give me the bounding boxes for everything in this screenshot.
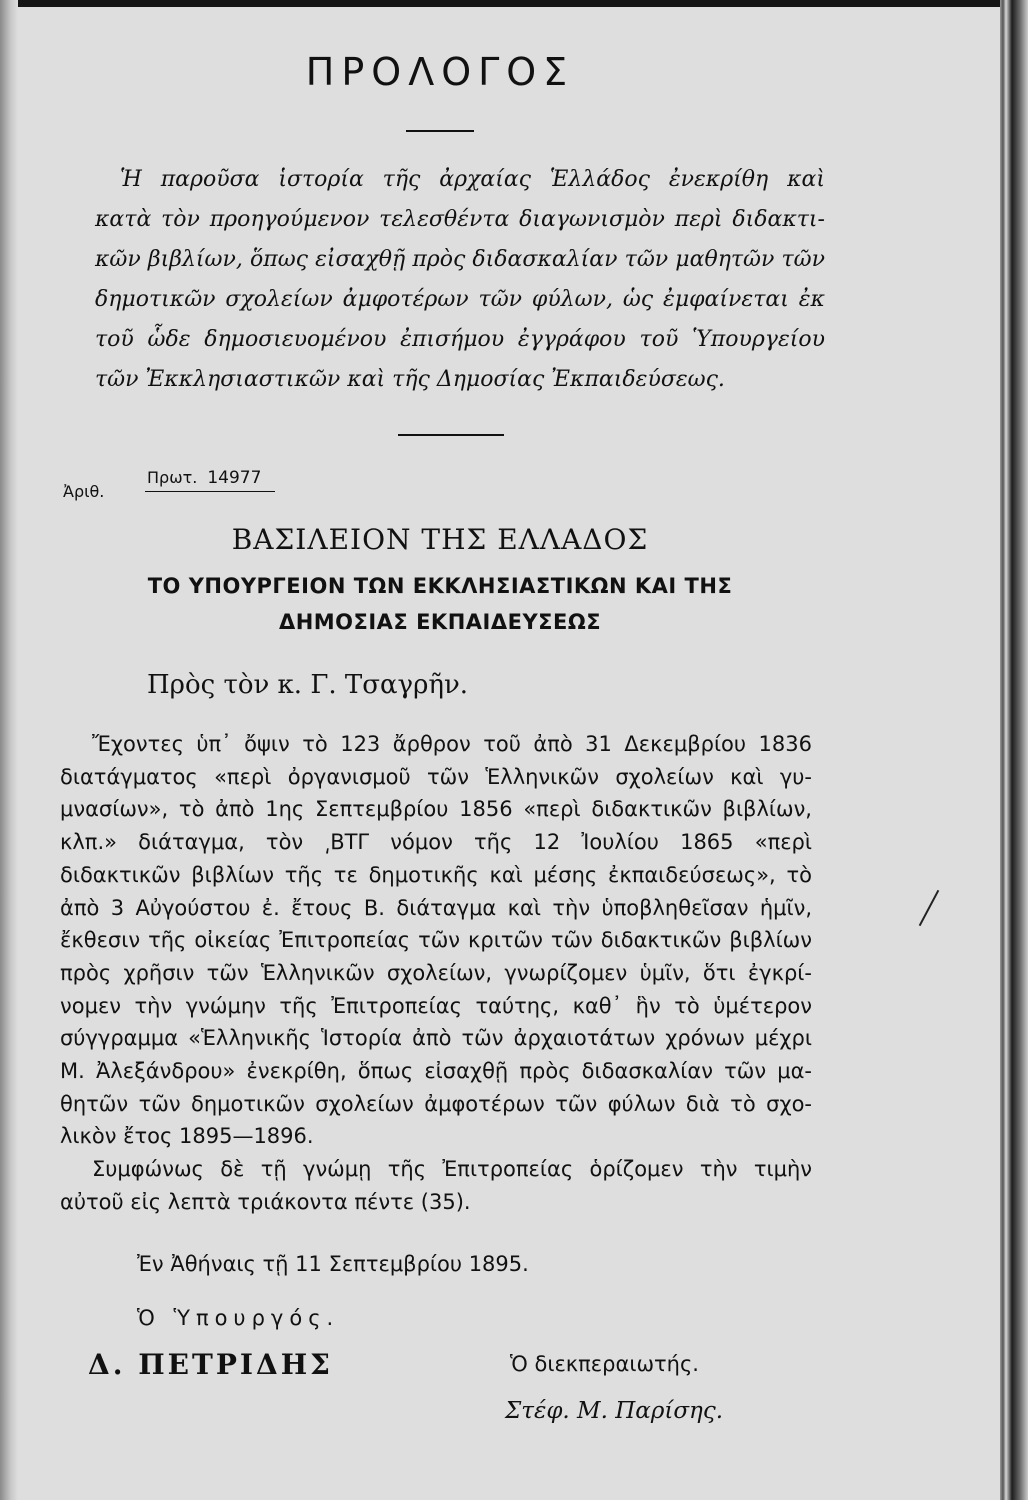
- prologue-paragraph: [95, 160, 825, 400]
- prologue-line: δημοτικῶν σχολείων ἀμφοτέρων τῶν φύλων, ὡς ἐμφαίνεται ἐκ: [95, 287, 825, 312]
- body-line: θητῶν τῶν δημοτικῶν σχολείων ἀμφοτέρων τῶν φύλων διὰ τὸ σχο-: [60, 1091, 812, 1116]
- body-line: διατάγματος «περὶ ὀργανισμοῦ τῶν Ἑλληνικῶν σχολείων καὶ γυ-: [60, 764, 812, 789]
- body-line: Μ. Ἀλεξάνδρου» ἐνεκρίθη, ὅπως εἰσαχθῇ πρὸς διδασκαλίαν τῶν μα-: [60, 1059, 812, 1084]
- top-border: [0, 0, 1010, 7]
- ministry-heading: [0, 568, 880, 640]
- left-page-shadow: [0, 0, 18, 1500]
- margin-pencil-mark: [919, 890, 940, 926]
- body-line: Ἔχοντες ὑπ᾽ ὄψιν τὸ 123 ἄρθρον τοῦ ἀπὸ 31 Δεκεμβρίου 1836: [92, 732, 812, 756]
- body-line: νομεν τὴν γνώμην τῆς Ἐπιτροπείας ταύτης, καθ᾽ ἣν τὸ ὑμέτερον: [60, 993, 812, 1018]
- page-title: ΠΡΟΛΟΓΟΣ: [305, 50, 575, 94]
- body-line: πρὸς χρῆσιν τῶν Ἑλληνικῶν σχολείων, γνωρίζομεν ὑμῖν, ὅτι ἐγκρί-: [60, 960, 812, 985]
- book-spine-edge: [1000, 0, 1028, 1500]
- protocol-prot-label: Πρωτ.: [147, 468, 198, 487]
- body-line: διδακτικῶν βιβλίων τῆς τε δημοτικῆς καὶ μέσης ἐκπαιδεύσεως», τὸ: [60, 862, 812, 887]
- protocol-arith-label: Ἀριθ.: [63, 482, 105, 501]
- minister-signature: Δ. ΠΕΤΡΙΔΗΣ: [88, 1348, 333, 1381]
- prologue-line: κατὰ τὸν προηγούμενον τελεσθέντα διαγωνισμὸν περὶ διδακτι-: [95, 207, 825, 232]
- body-line: ἀπὸ 3 Αὐγούστου ἐ. ἔτους Β. διάταγμα καὶ τὴν ὑποβληθεῖσαν ἡμῖν,: [60, 895, 812, 920]
- addressee: Πρὸς τὸν κ. Γ. Τσαγρῆν.: [147, 670, 469, 700]
- place-and-date: Ἐν Ἀθήναις τῇ 11 Σεπτεμβρίου 1895.: [137, 1252, 529, 1276]
- secretary-title: Ὁ διεκπεραιωτής.: [510, 1352, 699, 1376]
- letter-body: [60, 728, 812, 1219]
- prologue-line: τῶν Ἐκκλησιαστικῶν καὶ τῆς Δημοσίας Ἐκπαιδεύσεως.: [95, 367, 725, 392]
- section-divider: [398, 434, 504, 436]
- body-line: σύγγραμμα «Ἑλληνικῆς Ἱστορία ἀπὸ τῶν ἀρχαιοτάτων χρόνων μέχρι: [60, 1026, 812, 1051]
- body-line: κλπ.» διάταγμα, τὸν ͵ΒΤΓ νόμον τῆς 12 Ἰουλίου 1865 «περὶ: [60, 830, 812, 855]
- prologue-line: τοῦ ὧδε δημοσιευομένου ἐπισήμου ἐγγράφου τοῦ Ὑπουργείου: [95, 327, 825, 352]
- ministry-heading-line: ΔΗΜΟΣΙΑΣ ΕΚΠΑΙΔΕΥΣΕΩΣ: [278, 610, 602, 634]
- secretary-name: Στέφ. Μ. Παρίσης.: [505, 1398, 724, 1424]
- minister-title: Ὁ Ὑπουργός.: [137, 1306, 340, 1330]
- body-line: ἔκθεσιν τῆς οἰκείας Ἐπιτροπείας τῶν κριτῶν τῶν διδακτικῶν βιβλίων: [60, 928, 812, 953]
- body-line: μνασίων», τὸ ἀπὸ 1ης Σεπτεμβρίου 1856 «περὶ διδακτικῶν βιβλίων,: [60, 797, 812, 822]
- prologue-line: Ἡ παροῦσα ἱστορία τῆς ἀρχαίας Ἑλλάδος ἐνεκρίθη καὶ: [120, 167, 825, 192]
- body-line: αὐτοῦ εἰς λεπτὰ τριάκοντα πέντε (35).: [60, 1189, 471, 1214]
- ministry-heading-line: ΤΟ ΥΠΟΥΡΓΕΙΟΝ ΤΩΝ ΕΚΚΛΗΣΙΑΣΤΙΚΩΝ ΚΑΙ ΤΗΣ: [147, 574, 733, 598]
- protocol-prot-block: [145, 468, 275, 492]
- kingdom-heading: ΒΑΣΙΛΕΙΟΝ ΤΗΣ ΕΛΛΑΔΟΣ: [231, 523, 649, 556]
- protocol-value: 14977: [207, 468, 262, 488]
- body-line: λικὸν ἔτος 1895—1896.: [60, 1124, 314, 1149]
- body-line: Συμφώνως δὲ τῇ γνώμῃ τῆς Ἐπιτροπείας ὁρίζομεν τὴν τιμὴν: [92, 1157, 812, 1182]
- title-divider: [406, 130, 474, 132]
- prologue-line: κῶν βιβλίων, ὅπως εἰσαχθῇ πρὸς διδασκαλίαν τῶν μαθητῶν τῶν: [95, 247, 825, 272]
